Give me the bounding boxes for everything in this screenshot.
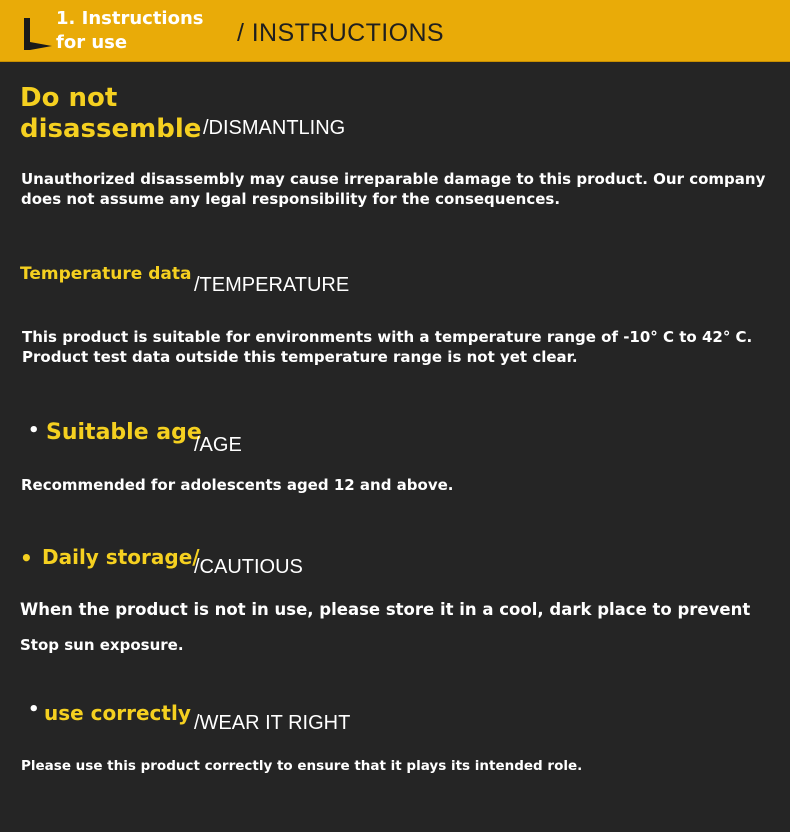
bullet-storage: • xyxy=(20,546,33,570)
section-title-temperature: Temperature data xyxy=(20,264,192,284)
section-title-age: Suitable age xyxy=(46,420,202,445)
chevron-mark-icon xyxy=(22,16,56,52)
section-subtitle-age: /AGE xyxy=(194,434,242,456)
section-body-age: Recommended for adolescents aged 12 and above. xyxy=(21,476,454,494)
section-body-storage-line1: When the product is not in use, please store it in a cool, dark place to prevent xyxy=(20,600,751,619)
section-subtitle-temperature: /TEMPERATURE xyxy=(194,274,350,296)
bullet-use: • xyxy=(28,699,40,720)
section-body-storage-line2: Stop sun exposure. xyxy=(20,636,184,654)
header-subtitle: / INSTRUCTIONS xyxy=(237,19,444,47)
section-title-use: use correctly xyxy=(44,701,191,725)
section-body-disassemble: Unauthorized disassembly may cause irreparable damage to this product. Our company does not assume any legal responsibility for the consequences. xyxy=(21,170,766,208)
bullet-age: • xyxy=(28,420,40,441)
section-title-disassemble-line2: disassemble xyxy=(20,114,202,144)
section-subtitle-wear: /WEAR IT RIGHT xyxy=(194,712,351,734)
section-title-disassemble-line1: Do not xyxy=(20,83,118,113)
section-title-storage: Daily storage/ xyxy=(42,545,200,569)
header-bar xyxy=(0,0,790,62)
header-title: 1. Instructions for use xyxy=(56,8,204,53)
section-body-use: Please use this product correctly to ensure that it plays its intended role. xyxy=(21,758,583,774)
section-subtitle-dismantling: /DISMANTLING xyxy=(203,117,346,139)
section-subtitle-cautious: /CAUTIOUS xyxy=(194,556,303,578)
section-body-temperature: This product is suitable for environments with a temperature range of -10° C to 42° C. Product test data outside this temperature range is not yet clear. xyxy=(22,328,753,366)
